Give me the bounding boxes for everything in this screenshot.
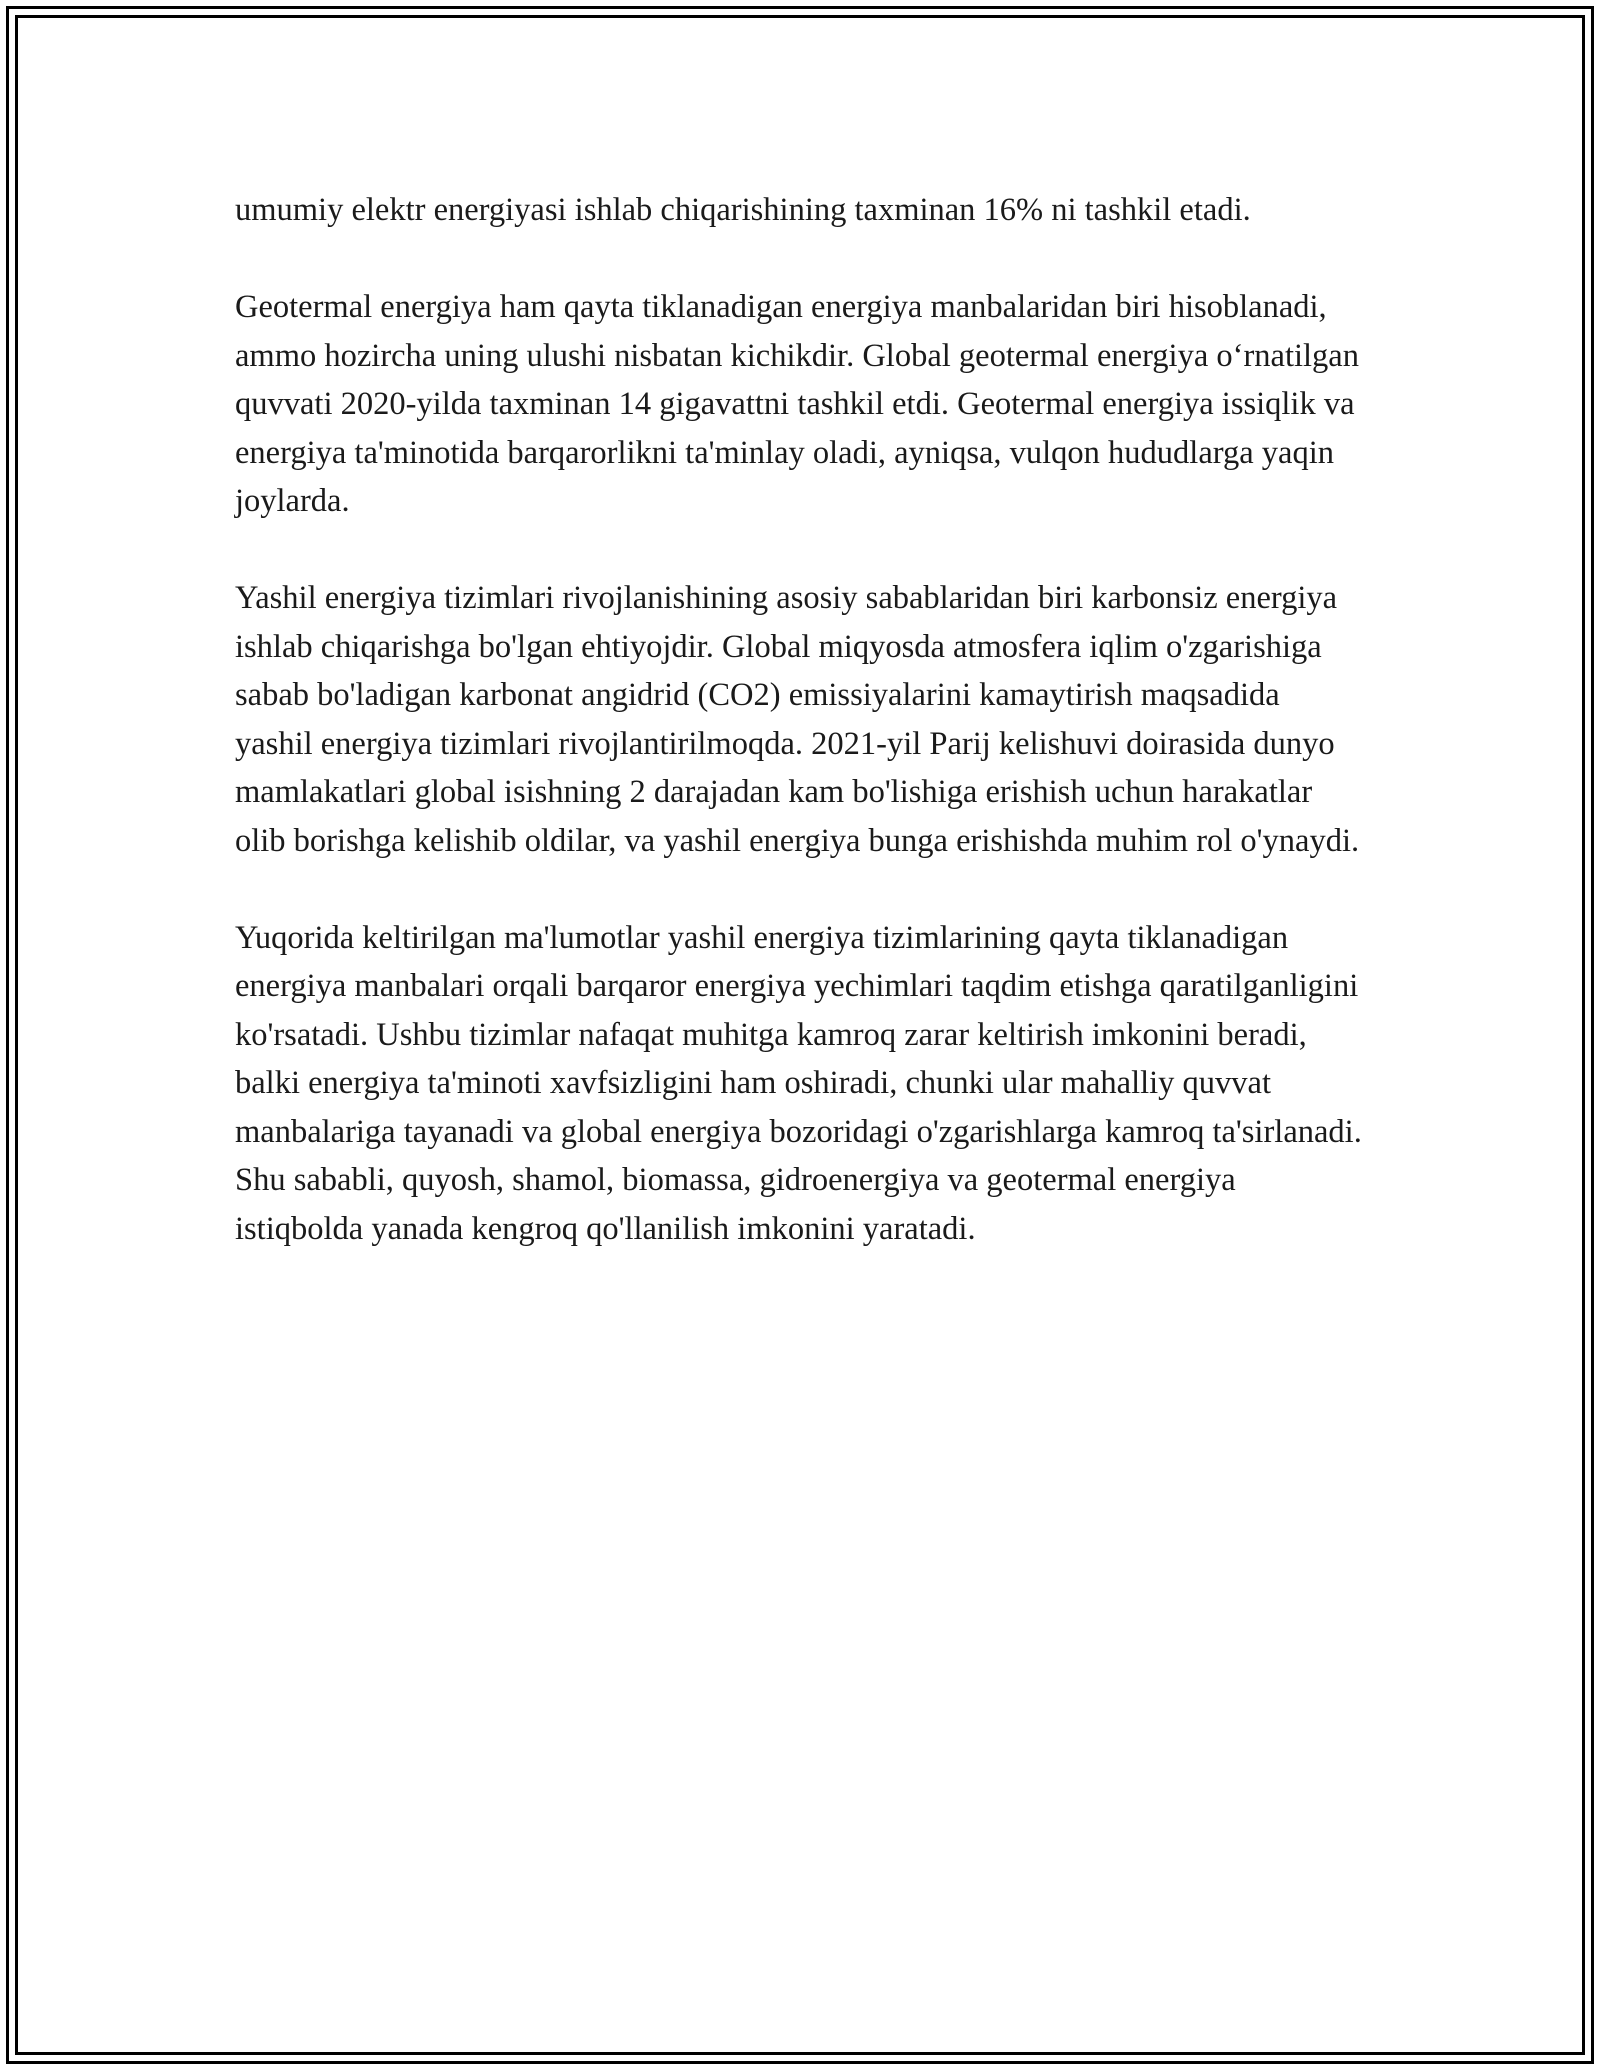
paragraph-3: Yashil energiya tizimlari rivojlanishining asosiy sabablaridan biri karbonsiz energiya ishlab chiqarishga bo'lgan ehtiyojdir. Global miqyosda atmosfera iqlim o'zgarishiga sabab bo'ladigan karbonat angidrid (CO2) emissiyalarini kamaytirish maqsadida yashil energiya tizimlari rivojlantirilmoqda. 2021-yil Parij kelishuvi doirasida dunyo mamlakatlari global isishning 2 darajadan kam bo'lishiga erishish uchun harakatlar olib borishga kelishib oldilar, va yashil energiya bunga erishishda muhim rol o'ynaydi. bbox=[235, 580, 1360, 859]
paragraph-4: Yuqorida keltirilgan ma'lumotlar yashil energiya tizimlarining qayta tiklanadigan energiya manbalari orqali barqaror energiya yechimlari taqdim etishga qaratilganligini ko'rsatadi. Ushbu tizimlar nafaqat muhitga kamroq zarar keltirish imkonini beradi, balki energiya ta'minoti xavfsizligini ham oshiradi, chunki ular mahalliy quvvat manbalariga tayanadi va global energiya bozoridagi o'zgarishlarga kamroq ta'sirlanadi. Shu sababli, quyosh, shamol, biomassa, gidroenergiya va geotermal energiya istiqbolda yanada kengroq qo'llanilish imkonini yaratadi. bbox=[235, 919, 1362, 1247]
document-body bbox=[235, 186, 1365, 1253]
paragraph-1: umumiy elektr energiyasi ishlab chiqarishining taxminan 16% ni tashkil etadi. bbox=[235, 192, 1251, 228]
paragraph-2: Geotermal energiya ham qayta tiklanadigan energiya manbalaridan biri hisoblanadi, ammo hozircha uning ulushi nisbatan kichikdir. Global geotermal energiya o‘rnatilgan quvvati 2020-yilda taxminan 14 gigavattni tashkil etdi. Geotermal energiya issiqlik va energiya ta'minotida barqarorlikni ta'minlay oladi, ayniqsa, vulqon hududlarga yaqin joylarda. bbox=[235, 289, 1359, 519]
